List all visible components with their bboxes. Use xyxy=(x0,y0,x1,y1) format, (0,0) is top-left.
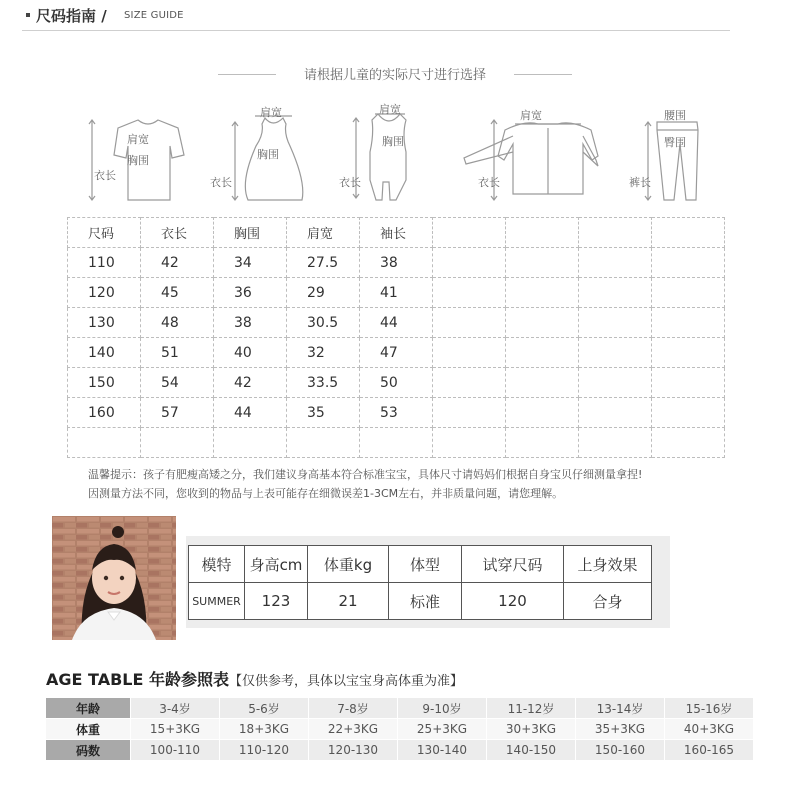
table-cell xyxy=(433,248,506,278)
table-cell xyxy=(506,278,579,308)
table-cell: 100-110 xyxy=(131,740,220,761)
table-cell xyxy=(579,428,652,458)
table-cell: 36 xyxy=(214,278,287,308)
header-cell xyxy=(506,218,579,248)
tshirt-chest-label: 胸围 xyxy=(127,154,149,167)
header-cell: 胸围 xyxy=(214,218,287,248)
size-row xyxy=(46,740,754,761)
row-label: 体重 xyxy=(46,719,131,740)
header-cell xyxy=(579,218,652,248)
header-cell: 身高cm xyxy=(245,546,308,583)
table-cell: 130-140 xyxy=(398,740,487,761)
dress-chest-label: 胸围 xyxy=(257,148,279,161)
table-cell xyxy=(433,278,506,308)
table-cell xyxy=(652,368,725,398)
table-cell xyxy=(360,428,433,458)
table-row xyxy=(68,338,725,368)
header-cell: 衣长 xyxy=(141,218,214,248)
table-cell: 50 xyxy=(360,368,433,398)
table-cell xyxy=(433,428,506,458)
dress-length-label: 衣长 xyxy=(210,176,232,189)
table-cell: 42 xyxy=(141,248,214,278)
table-cell: 120 xyxy=(68,278,141,308)
header-cell: 袖长 xyxy=(360,218,433,248)
header-bullet xyxy=(26,13,30,17)
table-cell: 160 xyxy=(68,398,141,428)
table-row xyxy=(68,428,725,458)
model-name-cell: SUMMER xyxy=(189,583,245,620)
table-cell: 35 xyxy=(287,398,360,428)
table-cell: 57 xyxy=(141,398,214,428)
table-cell: 30+3KG xyxy=(487,719,576,740)
table-cell: 5-6岁 xyxy=(220,698,309,719)
table-cell: 40+3KG xyxy=(665,719,754,740)
table-cell xyxy=(579,278,652,308)
age-table-note: 【仅供参考，具体以宝宝身高体重为准】 xyxy=(229,674,464,689)
table-cell xyxy=(141,428,214,458)
table-cell: 13-14岁 xyxy=(576,698,665,719)
table-cell xyxy=(433,308,506,338)
tip-line-1: 温馨提示：孩子有肥瘦高矮之分，我们建议身高基本符合标准宝宝，具体尺寸请妈妈们根据自身宝贝仔细测量拿捏! xyxy=(88,468,643,481)
table-row xyxy=(68,278,725,308)
header-cell: 体重kg xyxy=(308,546,389,583)
row-label: 年龄 xyxy=(46,698,131,719)
romper-outline xyxy=(370,114,406,200)
table-row xyxy=(68,308,725,338)
header-cell: 模特 xyxy=(189,546,245,583)
table-cell xyxy=(68,428,141,458)
table-cell: 7-8岁 xyxy=(309,698,398,719)
page-title: 尺码指南 / xyxy=(36,7,107,25)
romper-length-label: 衣长 xyxy=(339,176,361,189)
header-divider xyxy=(22,30,730,31)
tip-line-2: 因测量方法不同，您收到的物品与上表可能存在细微误差1-3CM左右，并非质量问题，请您理解。 xyxy=(88,487,564,500)
table-cell xyxy=(506,428,579,458)
table-cell xyxy=(433,338,506,368)
table-cell: 27.5 xyxy=(287,248,360,278)
table-cell: 40 xyxy=(214,338,287,368)
table-cell: 130 xyxy=(68,308,141,338)
pants-length-label: 裤长 xyxy=(629,176,651,189)
table-cell: 33.5 xyxy=(287,368,360,398)
table-cell xyxy=(579,248,652,278)
table-cell: 9-10岁 xyxy=(398,698,487,719)
header-cell: 肩宽 xyxy=(287,218,360,248)
table-row xyxy=(68,248,725,278)
table-cell xyxy=(506,308,579,338)
prompt-line-left xyxy=(218,74,276,75)
header-cell xyxy=(433,218,506,248)
prompt-line-right xyxy=(514,74,572,75)
model-build-cell: 标准 xyxy=(389,583,462,620)
model-height-cell: 123 xyxy=(245,583,308,620)
table-cell xyxy=(579,308,652,338)
table-cell xyxy=(579,338,652,368)
model-size-cell: 120 xyxy=(462,583,564,620)
table-cell xyxy=(287,428,360,458)
table-cell xyxy=(652,248,725,278)
table-cell: 11-12岁 xyxy=(487,698,576,719)
table-cell: 30.5 xyxy=(287,308,360,338)
romper-shoulder-label: 肩宽 xyxy=(379,103,401,116)
age-table-title: AGE TABLE 年龄参照表 xyxy=(46,670,229,689)
table-cell: 18+3KG xyxy=(220,719,309,740)
table-cell xyxy=(652,398,725,428)
table-cell xyxy=(506,248,579,278)
table-cell: 34 xyxy=(214,248,287,278)
romper-chest-label: 胸围 xyxy=(382,135,404,148)
table-cell: 120-130 xyxy=(309,740,398,761)
pants-waist-label: 腰围 xyxy=(664,109,686,122)
table-cell: 54 xyxy=(141,368,214,398)
model-photo xyxy=(52,516,176,640)
table-cell: 15+3KG xyxy=(131,719,220,740)
table-cell: 15-16岁 xyxy=(665,698,754,719)
table-cell: 51 xyxy=(141,338,214,368)
table-cell: 110-120 xyxy=(220,740,309,761)
model-weight-cell: 21 xyxy=(308,583,389,620)
table-cell: 3-4岁 xyxy=(131,698,220,719)
model-table xyxy=(188,545,652,620)
table-cell: 32 xyxy=(287,338,360,368)
table-cell: 44 xyxy=(214,398,287,428)
table-cell xyxy=(579,368,652,398)
tshirt-length-label: 衣长 xyxy=(94,169,116,182)
table-cell: 53 xyxy=(360,398,433,428)
pants-hip-label: 臀围 xyxy=(664,136,686,149)
size-table xyxy=(67,217,725,458)
table-cell xyxy=(652,308,725,338)
table-cell: 150 xyxy=(68,368,141,398)
table-cell: 45 xyxy=(141,278,214,308)
table-row xyxy=(68,398,725,428)
size-table-header xyxy=(68,218,725,248)
header-cell: 上身效果 xyxy=(564,546,652,583)
header-cell: 尺码 xyxy=(68,218,141,248)
table-cell xyxy=(652,338,725,368)
table-cell xyxy=(433,368,506,398)
table-cell: 48 xyxy=(141,308,214,338)
table-cell: 140-150 xyxy=(487,740,576,761)
page-subtitle: SIZE GUIDE xyxy=(124,10,184,21)
header-cell: 体型 xyxy=(389,546,462,583)
table-cell: 38 xyxy=(360,248,433,278)
table-cell xyxy=(506,368,579,398)
table-cell: 110 xyxy=(68,248,141,278)
table-cell xyxy=(506,398,579,428)
model-header-row xyxy=(189,546,652,583)
table-cell xyxy=(433,398,506,428)
table-cell xyxy=(652,428,725,458)
jacket-length-label: 衣长 xyxy=(478,176,500,189)
tshirt-shoulder-label: 肩宽 xyxy=(127,133,149,146)
table-cell: 29 xyxy=(287,278,360,308)
model-fit-cell: 合身 xyxy=(564,583,652,620)
table-cell: 22+3KG xyxy=(309,719,398,740)
row-label: 码数 xyxy=(46,740,131,761)
age-row xyxy=(46,698,754,719)
model-value-row xyxy=(189,583,652,620)
table-cell: 47 xyxy=(360,338,433,368)
table-cell xyxy=(652,278,725,308)
table-row xyxy=(68,368,725,398)
dress-shoulder-label: 肩宽 xyxy=(260,106,282,119)
age-table xyxy=(45,697,754,761)
jacket-shoulder-label: 肩宽 xyxy=(520,109,542,122)
table-cell: 44 xyxy=(360,308,433,338)
size-prompt: 请根据儿童的实际尺寸进行选择 xyxy=(303,68,486,83)
header-cell: 试穿尺码 xyxy=(462,546,564,583)
weight-row xyxy=(46,719,754,740)
garment-diagrams xyxy=(80,100,710,215)
table-cell xyxy=(579,398,652,428)
table-cell: 35+3KG xyxy=(576,719,665,740)
table-cell xyxy=(214,428,287,458)
table-cell: 41 xyxy=(360,278,433,308)
header-cell xyxy=(652,218,725,248)
table-cell: 150-160 xyxy=(576,740,665,761)
table-cell: 38 xyxy=(214,308,287,338)
table-cell: 42 xyxy=(214,368,287,398)
tshirt-outline xyxy=(114,120,184,200)
table-cell: 25+3KG xyxy=(398,719,487,740)
table-cell: 160-165 xyxy=(665,740,754,761)
table-cell xyxy=(506,338,579,368)
table-cell: 140 xyxy=(68,338,141,368)
